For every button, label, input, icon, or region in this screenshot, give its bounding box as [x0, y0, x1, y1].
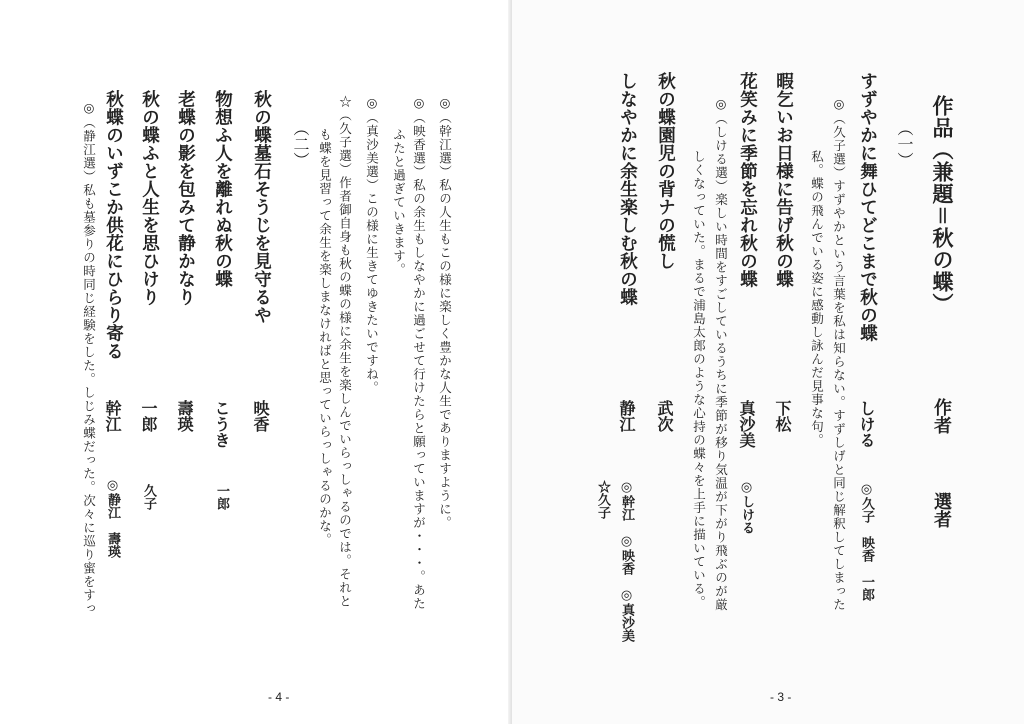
- comment-hisako: ☆（久子選）作者御自身も秋の蝶の様に余生を楽しんでいらっしゃるのでは。それと: [337, 95, 353, 608]
- page-number-3: - 3 -: [770, 690, 792, 704]
- selectors-r5: ◎幹江 ◎映香 ◎真沙美: [619, 480, 634, 642]
- haiku-l4: 秋の蝶ふと人生を思ひけり: [139, 90, 160, 306]
- author-r5: 静江: [617, 400, 636, 432]
- haiku-r3: 花笑みに季節を忘れ秋の蝶: [737, 72, 758, 288]
- comment-eika-cont: ふたと過ぎていきます。: [391, 128, 407, 277]
- page-3: [512, 0, 1024, 724]
- selectors-r3: ◎しける: [739, 480, 754, 534]
- comment-r1: ◎（久子選）すずやかという言葉を私は知らない。すずしげと同じ解釈してしまった: [831, 96, 847, 612]
- author-r2: 下松: [773, 400, 792, 432]
- comment-hisako-cont: も蝶を見習って余生を楽しまなければと思っていらっしゃるのかな。: [317, 128, 333, 547]
- author-l4: 一郎: [139, 400, 158, 432]
- haiku-r1: すずやかに舞ひてどこまで秋の蝶: [857, 72, 878, 342]
- haiku-r5: しなやかに余生楽しむ秋の蝶: [617, 72, 638, 306]
- header-author: 作者: [931, 398, 952, 434]
- comment-mikie: ◎（幹江選）私の人生もこの様に楽しく豊かな人生でありますように。: [437, 95, 453, 530]
- page-title: 作品（兼題＝秋の蝶）: [930, 95, 955, 315]
- haiku-l2: 物想ふ人を離れぬ秋の蝶: [212, 90, 233, 288]
- comment-r3: ◎（しける選）楽しい時間をすごしているうちに季節が移り気温が下がり飛ぶのが厳: [713, 96, 729, 612]
- author-r4: 武次: [655, 400, 674, 432]
- section-one: （一）: [895, 120, 914, 168]
- comment-r1-cont: 私。蝶の飛んでいる姿に感動し詠んだ見事な句。: [809, 150, 825, 447]
- haiku-l1: 秋の蝶墓石そうじを見守るや: [251, 90, 272, 324]
- comment-r3-cont: しくなっていた。まるで浦島太郎のような心持の蝶々を上手に描いている。: [691, 150, 707, 609]
- haiku-l5: 秋蝶のいずこか供花にひらり寄る: [103, 90, 124, 360]
- page-number-4: - 4 -: [268, 690, 290, 704]
- author-l2: こうき: [212, 400, 231, 448]
- selectors-l2: 一郎: [214, 484, 229, 510]
- author-r1: しける: [857, 400, 876, 448]
- author-l1: 映香: [251, 400, 270, 432]
- author-r3: 真沙美: [737, 400, 756, 448]
- haiku-r4: 秋の蝶園児の背ナの慌し: [655, 72, 676, 270]
- author-l3: 壽瑛: [175, 400, 194, 432]
- selectors-l5: ◎静江 壽瑛: [105, 478, 120, 558]
- selectors-l4: 久子: [141, 484, 156, 510]
- selectors-r5-star: ☆久子: [595, 480, 610, 519]
- header-selector: 選者: [931, 492, 952, 528]
- author-l5: 幹江: [103, 400, 122, 432]
- section-two: （二）: [291, 120, 310, 168]
- haiku-r2: 暇乞いお日様に告げ秋の蝶: [773, 72, 794, 288]
- selectors-r1: ◎久子 映香 一郎: [859, 482, 874, 601]
- comment-shizue: ◎（静江選）私も墓参りの時同じ経験をした。しじみ蝶だった。次々に巡り蜜をすっ: [81, 100, 97, 616]
- comment-masami: ◎（真沙美選）この様に生きてゆきたいですね。: [364, 95, 380, 395]
- haiku-l3: 老蝶の影を包みて静かなり: [175, 90, 196, 306]
- comment-eika: ◎（映香選）私の余生もしなやかに過ごせて行けたらと願っていますが・・・。あた: [411, 95, 427, 611]
